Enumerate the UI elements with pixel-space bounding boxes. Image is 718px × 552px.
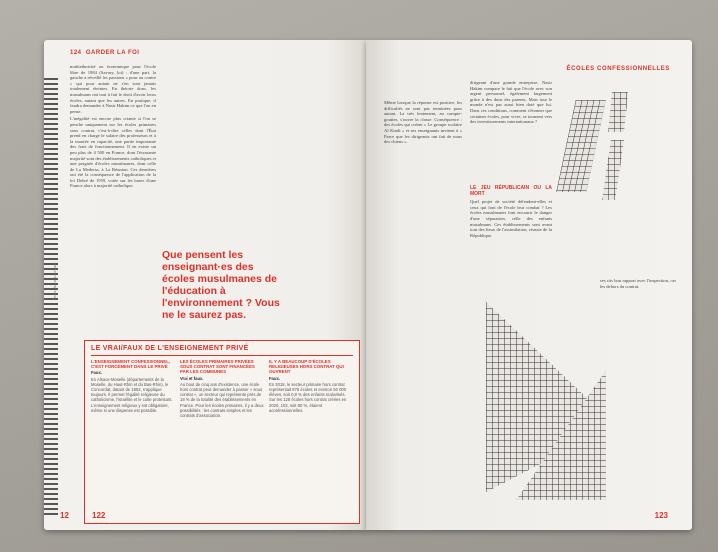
box-divider bbox=[91, 355, 353, 356]
box-item-text: Au bout de cinq ans d'existence, une école hors contrat peut demander à passer « sous contrat », un secteur qui représente près de 18 % de la totalité des établissements en France. Pour les écoles primaires, il y a deux possibilités : les contrats simples et les contrats d'association. bbox=[180, 381, 264, 419]
paragraph: ses rits bon rapport avec l'inspection, car les dehors du contrat. bbox=[600, 278, 676, 289]
grid-illustration bbox=[608, 92, 628, 132]
box-item-text: En 2018, le secteur primaire hors contrat représentait 876 écoles et environ 50 000 élèves, soit 0,8 % des enfants scolarisés. Sur les 128 écoles hors contrat créées en 2020, 103, soit 80 %, étaient aconfessionnelles. bbox=[269, 381, 347, 413]
box-item-verdict: Faux. bbox=[269, 375, 280, 381]
author-credit: Texte: Anne Lachaud bbox=[52, 262, 57, 300]
left-page bbox=[44, 40, 366, 530]
grid-illustration bbox=[602, 140, 624, 200]
right-text-column-3 bbox=[600, 278, 676, 478]
true-false-box bbox=[84, 340, 360, 524]
pull-quote: Que pensent les enseignant·es des écoles musulmanes de l'éducation à l'environnement ? Vous ne le saurez pas. bbox=[162, 249, 280, 321]
paragraph: Quel projet de société défendent-elles et ceux qui font de l'école leur combat ? Les écoles musulmanes font encourir le danger d'une séparation, celle des enfants musulmans. Ces établissements sont avant tout des lieux de l'assimilation, réussie de la République. bbox=[470, 199, 552, 238]
right-text-column-1 bbox=[384, 100, 462, 350]
box-title: LE VRAI/FAUX DE L'ENSEIGNEMENT PRIVÉ bbox=[91, 345, 249, 352]
box-item-verdict: Faux. bbox=[91, 370, 102, 376]
page-number-right: 123 bbox=[654, 511, 668, 520]
right-running-head: ÉCOLES CONFESSIONNELLES bbox=[566, 66, 670, 72]
running-head-number: 124 bbox=[70, 50, 82, 56]
left-text-column-1 bbox=[70, 64, 156, 334]
box-item-heading: LES ÉCOLES PRIMAIRES PRIVÉES SOUS CONTRAT SONT FINANCÉES PAR LES COMMUNES bbox=[180, 359, 255, 375]
right-section bbox=[470, 186, 552, 336]
paragraph: dirigeant d'une grande entreprise, Nasir Hakim compare le fait que l'école avec son argent personnel, également largement grâce à des dons des parents. Mais tout le monde n'est pas aussi bien doté que lui. Dans ces conditions, comment s'étonner que certaines écoles, pour vivre, se tournent vers des investissements internationaux ? bbox=[470, 80, 552, 125]
paragraph: Même lorsque la réponse est positive, les difficultés ne sont pas terminées pour autant. La très lentement, au compte-gouttes, s'ouvre la classe. Conséquence : des écoles qui créent « Le groupe scolaire Al Kindi » et ses enseignants invitent à « Parce que les dirigeants ont fait de nous des chiens ». bbox=[384, 100, 462, 145]
right-text-column-2 bbox=[470, 80, 552, 180]
right-page bbox=[366, 40, 692, 530]
paragraph: L'inégalité est encore plus criante si l'on se penche uniquement sur les écoles primaires sous contrat, c'est-à-dire celles dont l'État prend en charge le salaire des professeurs et à la montée en capacité, une partie importante des frais de fonctionnement. Il en existe un peu plus de 4 500 en France, dont l'écrasante majorité sont des établissements catholiques et une poignée d'écoles musulmanes, dont celle de La Medersa, à La Réunion. Ces dernières ont été la conséquence de l'application de la loi Debré de 1959, votée sur les bases d'une France alors à majorité catholique. bbox=[70, 116, 156, 189]
box-item-heading: IL Y A BEAUCOUP D'ÉCOLES RELIGIEUSES HORS CONTRAT QUI OUVRENT bbox=[269, 359, 344, 375]
box-item bbox=[269, 359, 353, 413]
section-heading: LE JEU RÉPUBLICAIN OU LA MORT bbox=[470, 185, 552, 197]
grid-illustration bbox=[556, 100, 606, 192]
box-item-verdict: Vrai et faux. bbox=[180, 375, 204, 381]
magazine-spread bbox=[44, 40, 692, 530]
running-head-title: GARDER LA FOI bbox=[85, 50, 140, 56]
box-item-text: En Alsace-Moselle (départements de la Moselle, du Haut-Rhin et du Bas-Rhin), le Concordat, datant de 1802, s'applique toujours. Il permet l'égalité religieuse du catholicisme, l'israélite et le culte protestant. L'enseignement religieux y est obligatoire, même si une dispense est possible. bbox=[91, 376, 173, 413]
folio-small: 12 bbox=[60, 511, 69, 520]
box-item bbox=[180, 359, 264, 418]
box-item bbox=[91, 359, 175, 413]
page-number-left: 122 bbox=[92, 511, 106, 520]
left-running-head bbox=[70, 50, 139, 56]
box-item-heading: L'ENSEIGNEMENT CONFESSIONNEL, C'EST FORCÉMENT DANS LE PRIVÉ bbox=[91, 359, 171, 370]
paragraph: multiethnicité ou économique pour l'école libre de 1984 (Savary, loi) : d'une part, la gauche a réveillé les passions « pour ou contre » qui pour autant ne s'en sont jamais totalement éteintes. En théorie donc, les musulmans ont tout à fait le droit d'avoir leurs écoles, autant que les autres. En pratique, il faudra demander à Nasir Hakim ce que l'on en pense. bbox=[70, 64, 156, 114]
